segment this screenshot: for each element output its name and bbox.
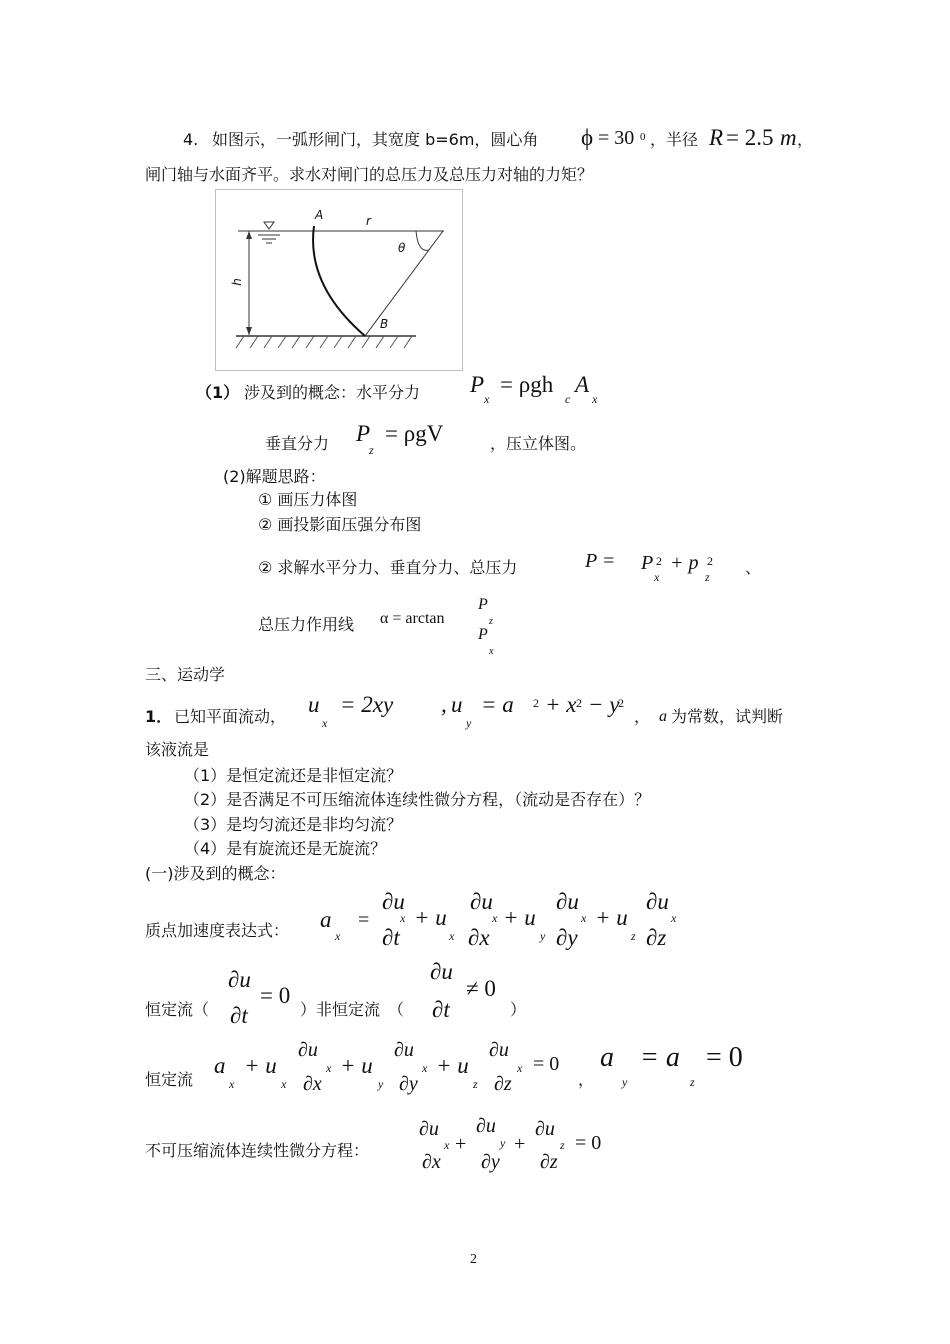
- uy-sup3: 2: [618, 696, 624, 710]
- formula-px-c: c: [565, 392, 571, 406]
- accel-num1-sub: x: [400, 911, 406, 925]
- uniform-num1: ∂u: [298, 1039, 318, 1061]
- problem-text: 如图示，一弧形闸门，其宽度 b=6m，圆心角: [212, 130, 539, 149]
- vertical-force-tail: ，压立体图。: [490, 434, 587, 453]
- kin-problem-text: 已知平面流动，: [174, 707, 287, 726]
- uniform-eq-u: + u: [244, 1053, 277, 1078]
- kin-a-var: a: [659, 708, 667, 725]
- fraction-numerator: P: [478, 596, 488, 613]
- problem-text-radius: ，半径: [650, 130, 699, 149]
- approach-step-3: ② 求解水平分力、垂直分力、总压力: [258, 558, 518, 577]
- formula-px-x: x: [592, 392, 598, 406]
- uniform-eq-zero: = 0: [533, 1053, 560, 1075]
- angle-value: = 30: [598, 127, 635, 149]
- formula-px-p: P: [470, 372, 485, 397]
- label-theta: θ: [398, 241, 406, 255]
- uniform-eq-az: = a: [640, 1042, 680, 1073]
- kin-question-4: （4）是有旋流还是无旋流？: [184, 839, 387, 858]
- gate-arc: [313, 226, 365, 336]
- uy-eq: = a: [481, 692, 514, 717]
- uniform-num1-sub: x: [326, 1061, 332, 1075]
- label-r: r: [366, 214, 371, 228]
- uy-sup2: 2: [576, 696, 582, 710]
- action-line-eq: α = arctan: [380, 610, 445, 627]
- continuity-label: 不可压缩流体连续性微分方程：: [145, 1141, 370, 1160]
- uy-plus-x: + x: [545, 692, 577, 717]
- uniform-num3-sub: x: [517, 1061, 523, 1075]
- uniform-ay: a: [600, 1042, 614, 1073]
- phi-symbol: ϕ: [581, 125, 594, 150]
- accel-eq: =: [358, 909, 370, 931]
- water-level-icon: [264, 222, 274, 229]
- cont-num2: ∂u: [476, 1115, 496, 1137]
- arc-gate-diagram: [216, 190, 462, 370]
- total-force-subx: x: [654, 570, 660, 584]
- accel-u3-sub: z: [631, 929, 636, 943]
- unsteady-num: ∂u: [430, 959, 453, 984]
- uniform-num2: ∂u: [394, 1039, 414, 1061]
- accel-den4: ∂z: [646, 925, 667, 950]
- accel-u1-sub: x: [449, 929, 455, 943]
- accel-num2-sub: x: [492, 911, 498, 925]
- accel-num3: ∂u: [556, 889, 579, 914]
- section-title: 三、运动学: [145, 665, 226, 684]
- fraction-denominator-sub: x: [489, 646, 494, 657]
- uniform-num2-sub: x: [422, 1061, 428, 1075]
- uniform-plus-u3: + u: [436, 1053, 469, 1078]
- uniform-zero: = 0: [706, 1042, 743, 1073]
- accel-a: a: [320, 907, 332, 932]
- uy-u: u: [451, 692, 463, 717]
- total-force-px: P: [641, 552, 654, 574]
- accel-a-sub: x: [335, 929, 341, 943]
- uniform-den1: ∂x: [303, 1073, 322, 1095]
- degree-mark: 0: [640, 131, 646, 143]
- problem-number: 4.: [183, 130, 199, 149]
- cont-num2-sub: y: [500, 1136, 506, 1150]
- unsteady-neq-zero: ≠ 0: [466, 976, 496, 1001]
- formula-pz-sub: z: [369, 443, 374, 457]
- accel-den1: ∂t: [382, 925, 400, 950]
- concept-text: 涉及到的概念：水平分力: [244, 383, 421, 402]
- uniform-num3: ∂u: [489, 1039, 509, 1061]
- kin-problem-line2: 该液流是: [145, 740, 210, 759]
- uniform-label: 恒定流: [145, 1070, 194, 1089]
- problem-text-line2: 闸门轴与水面齐平。求水对闸门的总压力及总压力对轴的力矩？: [145, 165, 594, 184]
- part1-title: (一)涉及到的概念：: [145, 864, 286, 883]
- action-line-label: 总压力作用线: [258, 615, 355, 634]
- total-force-sup2: 2: [707, 554, 713, 568]
- accel-num2: ∂u: [470, 889, 493, 914]
- accel-plus-u1: + u: [414, 905, 447, 930]
- uy-comma: ,: [441, 692, 447, 717]
- label-h: h: [229, 278, 244, 286]
- radius-symbol: R: [709, 125, 724, 150]
- total-force-pz: + p: [670, 552, 699, 574]
- accel-u2-sub: y: [540, 929, 546, 943]
- accel-num4: ∂u: [646, 889, 669, 914]
- accel-num3-sub: x: [581, 911, 587, 925]
- total-force-p: P =: [585, 550, 616, 572]
- fraction-denominator: P: [478, 626, 488, 643]
- fraction-numerator-sub: z: [489, 616, 493, 627]
- cont-den1: ∂x: [422, 1151, 441, 1173]
- radius-value: = 2.5: [726, 125, 774, 150]
- accel-den2: ∂x: [468, 925, 490, 950]
- accel-label: 质点加速度表达式：: [145, 921, 290, 940]
- cont-plus1: +: [455, 1133, 467, 1155]
- cont-num3: ∂u: [535, 1118, 555, 1140]
- approach-title: (2)解题思路：: [223, 467, 326, 486]
- ground-hatching: [236, 336, 412, 348]
- ux-sub: x: [322, 716, 328, 730]
- accel-plus-u3: + u: [595, 905, 628, 930]
- kin-question-1: （1）是恒定流还是非恒定流？: [184, 766, 403, 785]
- gate-figure: [215, 189, 463, 371]
- uy-minus-y: − y: [588, 692, 620, 717]
- uy-sup1: 2: [533, 696, 539, 710]
- comma: ，: [797, 130, 814, 149]
- accel-num1: ∂u: [382, 889, 405, 914]
- unsteady-end: ）: [510, 1000, 527, 1019]
- approach-tail: 、: [745, 558, 762, 577]
- total-force-subz: z: [705, 570, 710, 584]
- uniform-a: a: [214, 1053, 226, 1078]
- uniform-den3: ∂z: [494, 1073, 512, 1095]
- steady-eq-zero: = 0: [260, 983, 291, 1008]
- total-force-sup: 2: [656, 554, 662, 568]
- uniform-az-sub: z: [690, 1075, 695, 1089]
- cont-num1: ∂u: [419, 1118, 439, 1140]
- unsteady-label: ）非恒定流 （: [300, 1000, 405, 1019]
- approach-step-1: ① 画压力体图: [258, 490, 358, 509]
- uniform-plus-u2: + u: [340, 1053, 373, 1078]
- angle-arc: [416, 231, 429, 250]
- accel-plus-u2: + u: [503, 905, 536, 930]
- formula-px-sub: x: [484, 392, 490, 406]
- formula-pz-p: P: [356, 421, 371, 446]
- kin-question-3: （3）是均匀流还是非均匀流？: [184, 815, 403, 834]
- steady-label: 恒定流（: [145, 1000, 210, 1019]
- kin-comma: ，: [634, 707, 651, 726]
- label-a: A: [315, 208, 324, 222]
- accel-num4-sub: x: [671, 911, 677, 925]
- formula-pz-eq: = ρgV: [385, 421, 444, 446]
- ux-u: u: [308, 692, 320, 717]
- uniform-den2: ∂y: [399, 1073, 418, 1095]
- formula-px-eq: = ρgh: [500, 372, 554, 397]
- accel-den3: ∂y: [556, 925, 578, 950]
- steady-num: ∂u: [228, 967, 251, 992]
- cont-den3: ∂z: [540, 1151, 558, 1173]
- cont-eq-zero: = 0: [575, 1132, 602, 1154]
- cont-plus2: +: [514, 1133, 526, 1155]
- cont-num3-sub: z: [560, 1138, 565, 1152]
- kin-problem-tail: 为常数，试判断: [671, 707, 784, 726]
- label-b: B: [380, 317, 389, 331]
- uniform-a-sub: x: [229, 1077, 235, 1091]
- uniform-u2-sub: y: [378, 1077, 384, 1091]
- unsteady-den: ∂t: [432, 997, 450, 1022]
- cont-num1-sub: x: [444, 1138, 450, 1152]
- formula-px-a: A: [575, 372, 590, 397]
- uniform-comma: ，: [578, 1070, 595, 1089]
- uniform-ay-sub: y: [622, 1075, 628, 1089]
- uniform-u-sub: x: [281, 1077, 287, 1091]
- concept-index: （1）: [196, 383, 240, 402]
- kin-problem-number: 1．: [145, 707, 173, 726]
- approach-step-2: ② 画投影面压强分布图: [258, 515, 422, 534]
- page-number: 2: [470, 1252, 477, 1267]
- vertical-force-label: 垂直分力: [265, 434, 330, 453]
- radius-unit: m: [780, 125, 797, 150]
- uy-sub: y: [466, 716, 472, 730]
- ux-eq: = 2xy: [340, 692, 394, 717]
- cont-den2: ∂y: [481, 1151, 500, 1173]
- steady-den: ∂t: [230, 1003, 248, 1028]
- kin-question-2: （2）是否满足不可压缩流体连续性微分方程，（流动是否存在）？: [184, 790, 651, 809]
- uniform-u3-sub: z: [473, 1077, 478, 1091]
